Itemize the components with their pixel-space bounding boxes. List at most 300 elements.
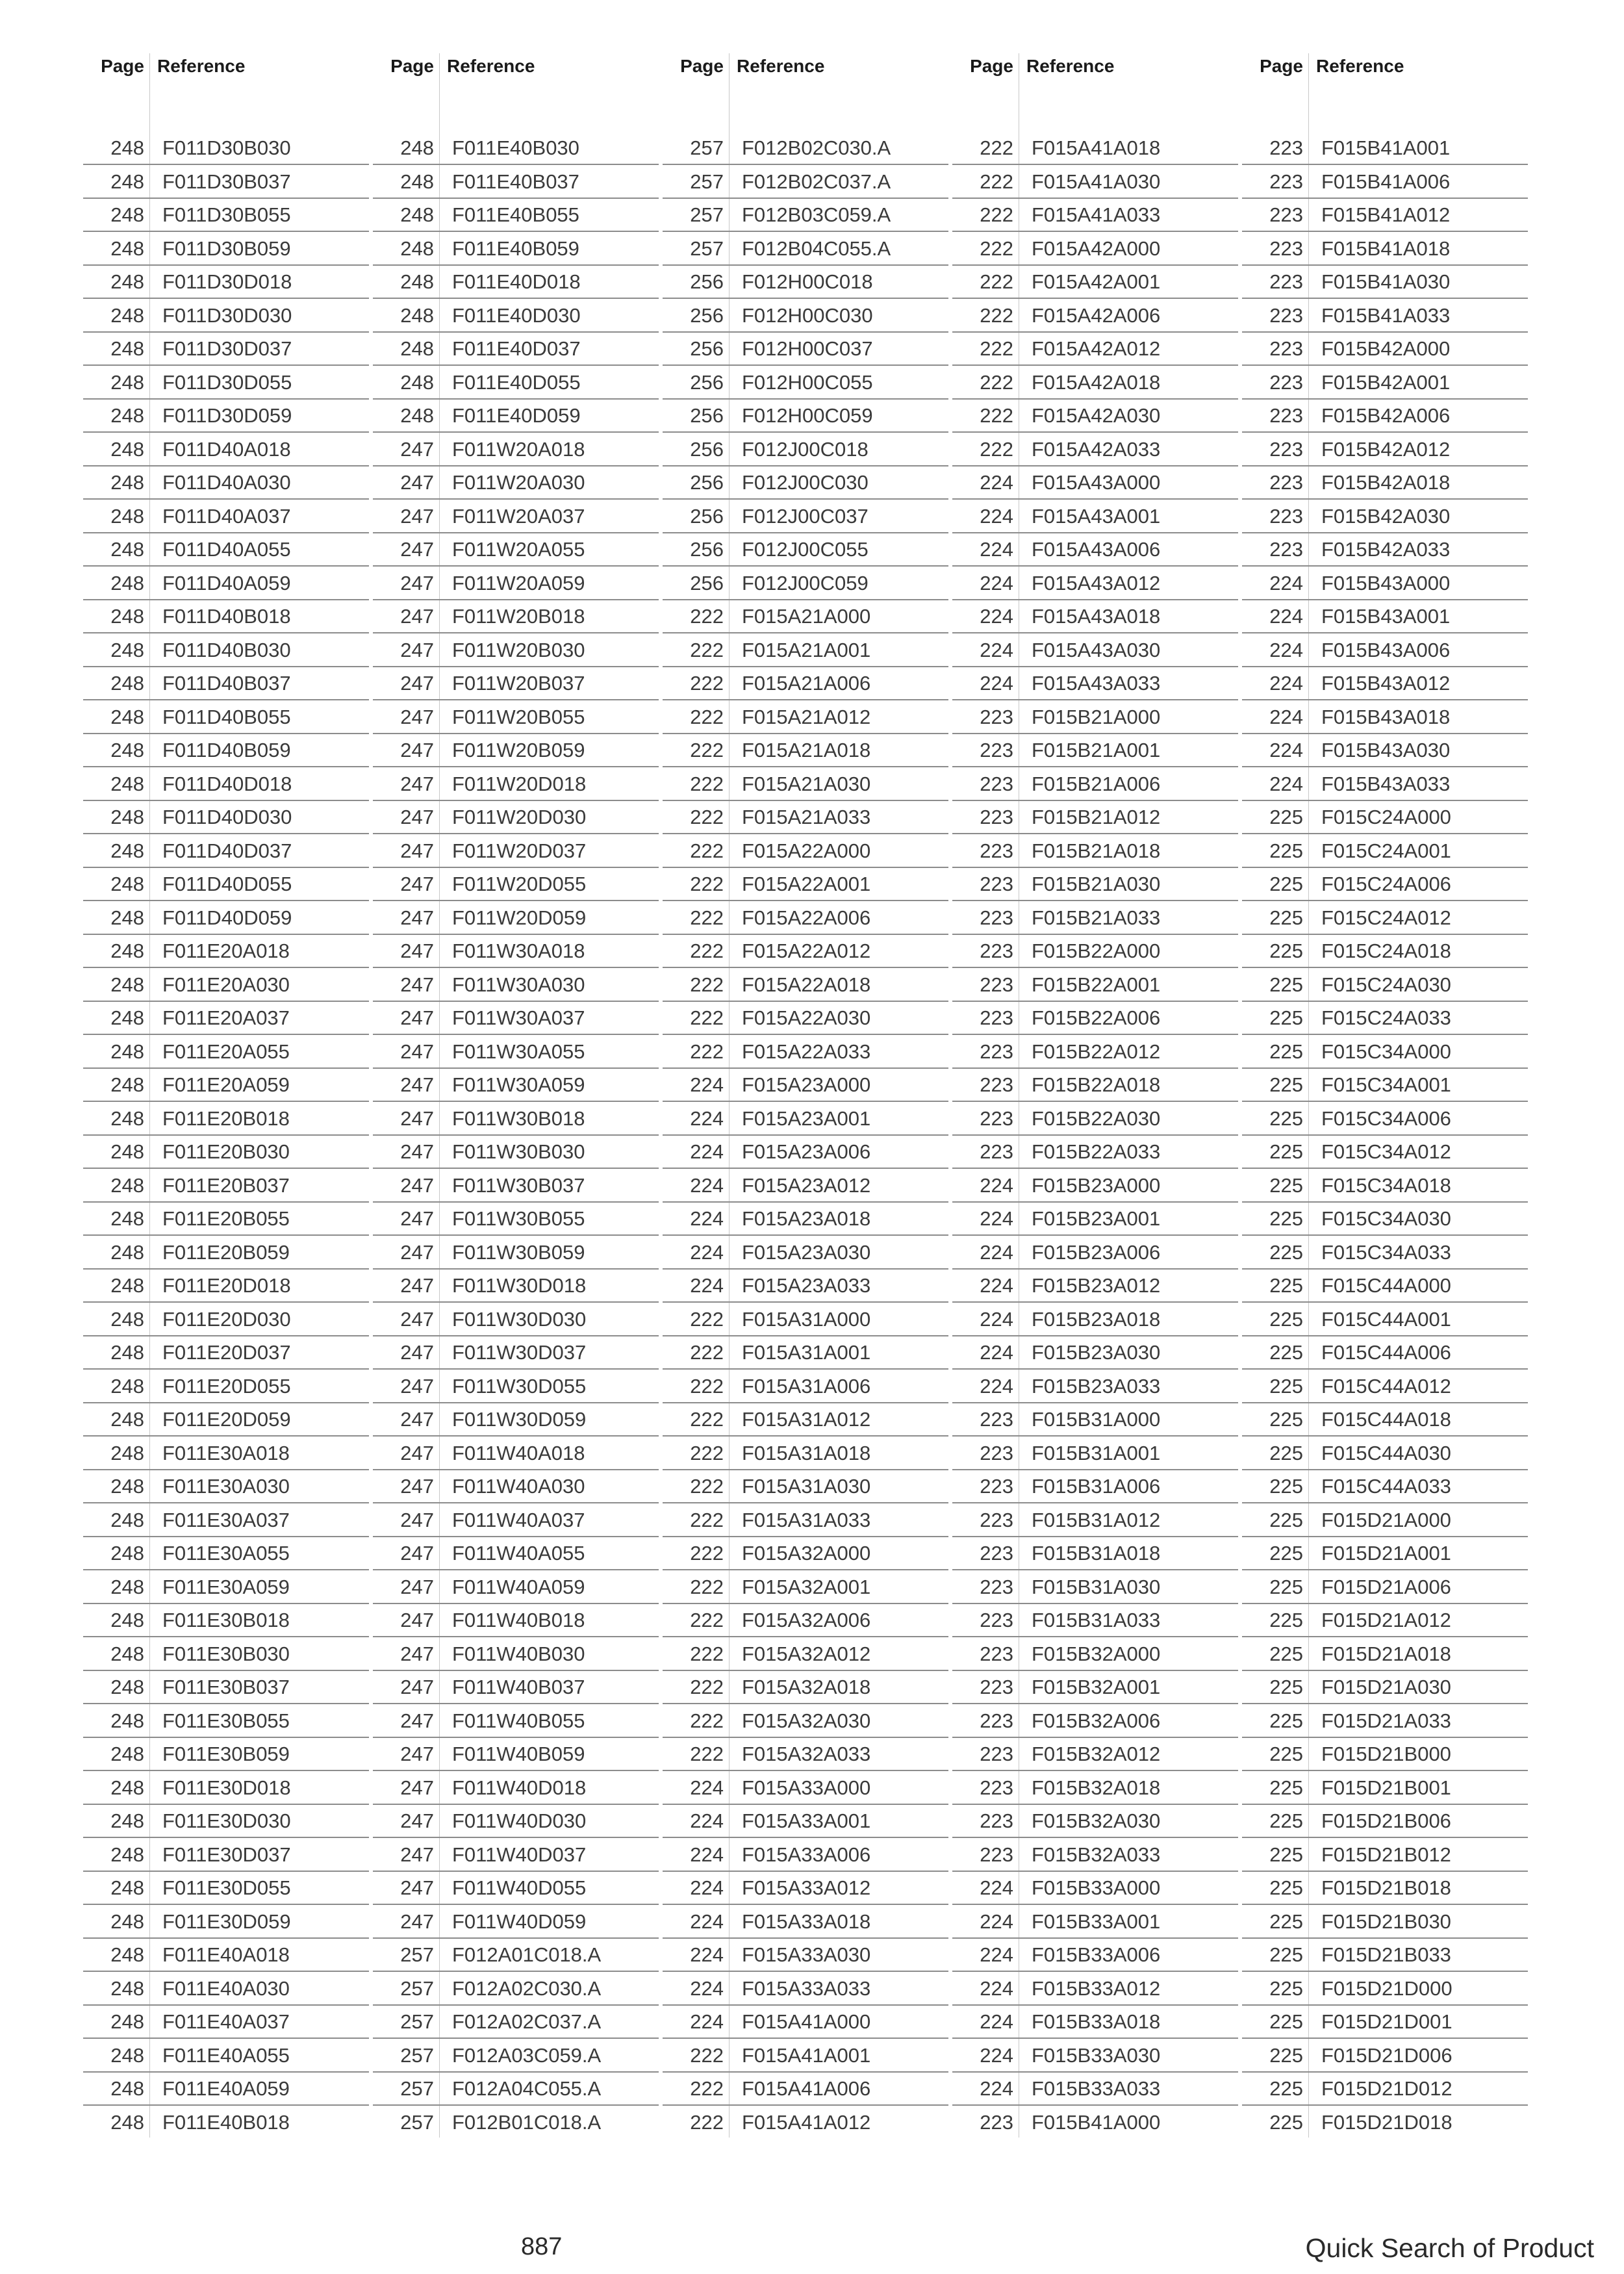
column-separator [439,53,440,2138]
row-divider [952,1502,1238,1503]
row-divider [83,800,369,801]
page-ref-cell: 248 [110,973,144,996]
reference-cell: F011E40A018 [162,1943,290,1966]
row-divider [1242,1469,1528,1470]
row-divider [952,1134,1238,1136]
row-divider [663,1770,948,1771]
reference-cell: F015D21A000 [1321,1508,1451,1531]
row-divider [1242,1168,1528,1169]
row-divider [663,2071,948,2073]
row-divider [373,1670,659,1671]
reference-cell: F011W30D037 [452,1341,587,1364]
page-ref-cell: 248 [110,1374,144,1398]
page-ref-cell: 222 [690,2077,724,2100]
reference-cell: F011E30A030 [162,1475,290,1498]
reference-cell: F015B23A000 [1032,1173,1161,1197]
reference-cell: F015A41A001 [742,2043,871,2067]
row-divider [952,867,1238,868]
row-divider [952,198,1238,199]
row-divider [373,1268,659,1270]
reference-cell: F011W40B055 [452,1709,585,1732]
reference-cell: F012H00C037 [742,337,873,360]
row-divider [373,532,659,533]
reference-cell: F011E40D055 [452,370,581,394]
row-divider [663,2004,948,2006]
page-ref-cell: 225 [1269,873,1303,895]
row-divider [1242,1737,1528,1738]
page-ref-cell: 224 [690,1106,724,1130]
row-divider [952,800,1238,801]
row-divider [663,967,948,968]
row-divider [663,766,948,767]
row-divider [952,364,1238,366]
reference-cell: F015B21A033 [1032,906,1161,929]
reference-cell: F015A41A030 [1032,170,1161,193]
row-divider [83,766,369,767]
row-divider [952,733,1238,734]
reference-cell: F015A32A000 [742,1542,871,1565]
page-ref-cell: 225 [1269,1006,1303,1029]
page-ref-cell: 222 [690,605,724,628]
page-ref-cell: 248 [400,236,434,260]
row-divider [373,465,659,466]
row-divider [663,699,948,700]
row-divider [373,498,659,500]
reference-cell: F011E30A055 [162,1542,290,1565]
reference-cell: F012A04C055.A [452,2077,602,2100]
reference-cell: F011W40D018 [452,1776,587,1799]
header-reference-col-2: Reference [447,56,535,76]
row-divider [373,934,659,935]
row-divider [952,231,1238,232]
page-ref-cell: 247 [400,538,434,561]
page-ref-cell: 248 [110,1475,144,1498]
page-ref-cell: 222 [690,772,724,795]
row-divider [373,1201,659,1203]
page-ref-cell: 248 [400,370,434,394]
row-divider [1242,1971,1528,1972]
page-ref-cell: 222 [690,1006,724,1029]
row-divider [952,1268,1238,1270]
row-divider [373,967,659,968]
page-ref-cell: 224 [690,1809,724,1832]
row-divider [663,1904,948,1905]
row-divider [83,632,369,633]
reference-cell: F015C24A006 [1321,873,1451,895]
page-ref-cell: 223 [980,1709,1013,1732]
reference-cell: F012A02C030.A [452,1976,602,2000]
page-ref-cell: 225 [1269,1475,1303,1498]
reference-cell: F011W30A037 [452,1006,585,1029]
reference-cell: F015B43A018 [1321,705,1451,728]
page-ref-cell: 225 [1269,2077,1303,2100]
row-divider [373,198,659,199]
reference-cell: F015A31A000 [742,1307,871,1331]
row-divider [83,198,369,199]
reference-cell: F015C34A033 [1321,1240,1451,1264]
row-divider [83,231,369,232]
reference-cell: F011D30B030 [162,136,291,159]
reference-cell: F011D40D059 [162,906,292,929]
reference-cell: F011W30A059 [452,1073,585,1096]
page-ref-cell: 223 [980,1106,1013,1130]
page-ref-cell: 248 [110,1976,144,2000]
reference-cell: F015A32A033 [742,1743,871,1765]
page-ref-cell: 223 [980,772,1013,795]
reference-cell: F011E40A055 [162,2043,290,2067]
reference-cell: F015A41A018 [1032,136,1161,159]
row-divider [83,465,369,466]
page-ref-cell: 248 [110,672,144,695]
row-divider [83,398,369,400]
page-ref-cell: 247 [400,839,434,862]
page-ref-cell: 248 [110,1207,144,1230]
row-divider [1242,833,1528,834]
reference-cell: F015D21B001 [1321,1776,1451,1799]
header-reference-col-3: Reference [737,56,825,76]
reference-cell: F015C24A033 [1321,1006,1451,1029]
reference-cell: F015B41A006 [1321,170,1451,193]
reference-cell: F012B02C030.A [742,136,891,159]
row-divider [663,1435,948,1437]
reference-cell: F011W40B030 [452,1642,585,1665]
header-reference-col-5: Reference [1316,56,1404,76]
row-divider [952,1603,1238,1604]
reference-cell: F015B33A012 [1032,1976,1161,2000]
page-ref-cell: 247 [400,1642,434,1665]
reference-cell: F015B32A012 [1032,1743,1161,1765]
reference-cell: F015B21A018 [1032,839,1161,862]
row-divider [952,264,1238,266]
page-ref-cell: 223 [980,1843,1013,1866]
row-divider [83,1703,369,1704]
reference-cell: F011E30B018 [162,1609,290,1631]
page-ref-cell: 247 [400,1542,434,1565]
page-ref-cell: 248 [110,1943,144,1966]
page-ref-cell: 222 [690,2043,724,2067]
row-divider [952,599,1238,600]
reference-cell: F015C44A018 [1321,1408,1451,1431]
page-ref-cell: 247 [400,705,434,728]
row-divider [83,699,369,700]
row-divider [1242,599,1528,600]
page-ref-cell: 247 [400,1106,434,1130]
header-page-col-4: Page [970,56,1013,76]
reference-cell: F011W20A018 [452,437,585,461]
page-ref-cell: 257 [690,170,724,193]
page-ref-cell: 225 [1269,839,1303,862]
page-ref-cell: 224 [980,471,1013,494]
reference-cell: F011E20A037 [162,1006,290,1029]
page-ref-cell: 224 [690,2010,724,2033]
reference-cell: F015B33A030 [1032,2043,1161,2067]
reference-cell: F015A23A018 [742,1207,871,1230]
page-ref-cell: 222 [980,203,1013,226]
row-divider [1242,364,1528,366]
reference-cell: F015A43A000 [1032,471,1161,494]
reference-cell: F015A21A001 [742,638,871,661]
page-ref-cell: 223 [1269,136,1303,159]
row-divider [83,934,369,935]
page-ref-cell: 247 [400,471,434,494]
row-divider [83,1937,369,1939]
reference-cell: F011E20B059 [162,1240,290,1264]
page-ref-cell: 224 [980,2010,1013,2033]
reference-cell: F015B43A000 [1321,571,1451,594]
page-ref-cell: 257 [690,236,724,260]
page-ref-cell: 248 [110,504,144,528]
reference-cell: F015B31A012 [1032,1508,1161,1531]
page-ref-cell: 256 [690,303,724,327]
reference-cell: F011W40A030 [452,1475,585,1498]
reference-cell: F015A43A033 [1032,672,1161,695]
page-ref-cell: 225 [1269,1542,1303,1565]
page-ref-cell: 225 [1269,1575,1303,1598]
page-ref-cell: 222 [690,1341,724,1364]
row-divider [1242,1268,1528,1270]
reference-cell: F011W30A030 [452,973,585,996]
row-divider [83,1301,369,1303]
row-divider [952,1837,1238,1838]
row-divider [83,1971,369,1972]
reference-cell: F011W40A059 [452,1575,585,1598]
page-ref-cell: 224 [690,1876,724,1899]
row-divider [663,1268,948,1270]
reference-cell: F011W20D055 [452,873,587,895]
row-divider [952,1067,1238,1069]
reference-cell: F015B21A000 [1032,705,1161,728]
reference-cell: F015D21D012 [1321,2077,1453,2100]
page-ref-cell: 225 [1269,1307,1303,1331]
reference-cell: F015A32A012 [742,1642,871,1665]
reference-cell: F011E20A055 [162,1040,290,1063]
row-divider [952,2038,1238,2039]
reference-cell: F015A33A012 [742,1876,871,1899]
row-divider [373,1234,659,1236]
page-ref-cell: 248 [400,404,434,427]
reference-cell: F011W20D018 [452,772,587,795]
reference-cell: F015B33A001 [1032,1910,1161,1933]
row-divider [83,298,369,299]
row-divider [373,1871,659,1872]
row-divider [373,1469,659,1470]
reference-cell: F012J00C018 [742,437,869,461]
row-divider [373,1435,659,1437]
row-divider [952,1168,1238,1169]
reference-cell: F015B21A030 [1032,873,1161,895]
page-ref-cell: 224 [980,1341,1013,1364]
page-ref-cell: 247 [400,772,434,795]
page-ref-cell: 222 [980,236,1013,260]
page-ref-cell: 225 [1269,939,1303,962]
page-ref-cell: 222 [690,939,724,962]
page-ref-cell: 222 [980,404,1013,427]
page-ref-cell: 248 [110,739,144,761]
reference-cell: F015B33A006 [1032,1943,1161,1966]
page-ref-cell: 248 [110,806,144,828]
row-divider [952,766,1238,767]
page-ref-cell: 248 [110,1809,144,1832]
reference-cell: F015B23A033 [1032,1374,1161,1398]
reference-cell: F011D40A055 [162,538,291,561]
page-ref-cell: 225 [1269,1408,1303,1431]
page-ref-cell: 224 [690,1073,724,1096]
reference-cell: F012H00C059 [742,404,873,427]
row-divider [663,465,948,466]
row-divider [663,1301,948,1303]
page-ref-cell: 223 [980,873,1013,895]
page-ref-cell: 248 [110,772,144,795]
row-divider [83,1134,369,1136]
page-ref-cell: 223 [1269,170,1303,193]
page-ref-cell: 223 [1269,437,1303,461]
row-divider [1242,431,1528,433]
row-divider [663,1937,948,1939]
reference-cell: F011E20D030 [162,1307,291,1331]
row-divider [952,465,1238,466]
row-divider [952,1971,1238,1972]
page-ref-cell: 224 [980,1876,1013,1899]
reference-cell: F015B21A001 [1032,739,1161,761]
reference-cell: F015A42A018 [1032,370,1161,394]
row-divider [663,599,948,600]
page-ref-cell: 224 [980,1307,1013,1331]
reference-cell: F015D21A012 [1321,1609,1451,1631]
reference-cell: F015B33A000 [1032,1876,1161,1899]
page-ref-cell: 224 [690,1140,724,1163]
page-ref-cell: 225 [1269,1709,1303,1732]
page-ref-cell: 247 [400,504,434,528]
page-ref-cell: 223 [980,906,1013,929]
page-ref-cell: 225 [1269,806,1303,828]
page-ref-cell: 225 [1269,1207,1303,1230]
reference-cell: F011W30D059 [452,1408,587,1431]
row-divider [83,498,369,500]
reference-cell: F015B31A001 [1032,1441,1161,1464]
page-ref-cell: 223 [980,839,1013,862]
page-ref-cell: 247 [400,1441,434,1464]
row-divider [663,1402,948,1403]
reference-cell: F015A42A012 [1032,337,1161,360]
page-ref-cell: 248 [110,2043,144,2067]
reference-cell: F011E30D018 [162,1776,291,1799]
row-divider [83,1837,369,1838]
row-divider [373,1636,659,1637]
page-ref-cell: 248 [110,839,144,862]
page-ref-cell: 223 [980,1642,1013,1665]
reference-cell: F015D21D018 [1321,2110,1453,2134]
page-ref-cell: 248 [110,1040,144,1063]
reference-cell: F015B42A000 [1321,337,1451,360]
row-divider [83,1435,369,1437]
page-ref-cell: 224 [980,672,1013,695]
reference-cell: F011W40A055 [452,1542,585,1565]
reference-cell: F015A21A033 [742,806,871,828]
page-ref-cell: 248 [110,1441,144,1464]
page-ref-cell: 247 [400,1307,434,1331]
page-ref-cell: 248 [110,2010,144,2033]
reference-cell: F015B41A001 [1321,136,1451,159]
row-divider [83,1469,369,1470]
reference-cell: F015C24A030 [1321,973,1451,996]
reference-cell: F015A31A001 [742,1341,871,1364]
page-ref-cell: 248 [110,1240,144,1264]
reference-cell: F011W30A055 [452,1040,585,1063]
reference-cell: F015B22A012 [1032,1040,1161,1063]
row-divider [83,967,369,968]
page-ref-cell: 248 [110,2077,144,2100]
page-ref-cell: 225 [1269,1609,1303,1631]
page-ref-cell: 257 [400,2077,434,2100]
page-ref-cell: 247 [400,1408,434,1431]
row-divider [83,1871,369,1872]
reference-cell: F011D40B030 [162,638,291,661]
page-ref-cell: 222 [690,1609,724,1631]
reference-cell: F011E40B055 [452,203,579,226]
page-ref-cell: 247 [400,1207,434,1230]
row-divider [83,1034,369,1035]
header-page-col-2: Page [390,56,434,76]
header-page-col-5: Page [1260,56,1303,76]
reference-cell: F015B31A033 [1032,1609,1161,1631]
reference-cell: F015A21A000 [742,605,871,628]
page-ref-cell: 247 [400,571,434,594]
reference-cell: F011W20A059 [452,571,585,594]
row-divider [1242,1368,1528,1370]
page-ref-cell: 248 [110,337,144,360]
page-ref-cell: 248 [110,538,144,561]
page-ref-cell: 247 [400,873,434,895]
header-reference-col-1: Reference [157,56,246,76]
reference-cell: F011D30B055 [162,203,291,226]
page-ref-cell: 225 [1269,1508,1303,1531]
reference-cell: F015A41A033 [1032,203,1161,226]
page-ref-cell: 247 [400,1843,434,1866]
page-ref-cell: 225 [1269,1240,1303,1264]
row-divider [83,1770,369,1771]
page-ref-cell: 222 [690,1743,724,1765]
reference-cell: F015B23A006 [1032,1240,1161,1264]
row-divider [952,1804,1238,1805]
reference-cell: F015C44A012 [1321,1374,1451,1398]
row-divider [1242,532,1528,533]
row-divider [952,666,1238,667]
reference-cell: F015B22A030 [1032,1106,1161,1130]
row-divider [952,1536,1238,1537]
page-ref-cell: 224 [980,1976,1013,2000]
row-divider [1242,1904,1528,1905]
row-divider [1242,1871,1528,1872]
reference-cell: F011D40A018 [162,437,291,461]
row-divider [83,1603,369,1604]
reference-cell: F015B32A033 [1032,1843,1161,1866]
row-divider [952,498,1238,500]
page-ref-cell: 223 [980,939,1013,962]
reference-cell: F015A23A001 [742,1106,871,1130]
row-divider [952,2104,1238,2106]
page-ref-cell: 247 [400,1743,434,1765]
row-divider [663,900,948,901]
page-ref-cell: 257 [400,1976,434,2000]
page-ref-cell: 247 [400,638,434,661]
reference-cell: F011E30A059 [162,1575,290,1598]
row-divider [373,1603,659,1604]
reference-cell: F012B02C037.A [742,170,891,193]
page-ref-cell: 225 [1269,1676,1303,1698]
reference-cell: F011W40A037 [452,1508,585,1531]
page-ref-cell: 225 [1269,1106,1303,1130]
page-ref-cell: 247 [400,1475,434,1498]
